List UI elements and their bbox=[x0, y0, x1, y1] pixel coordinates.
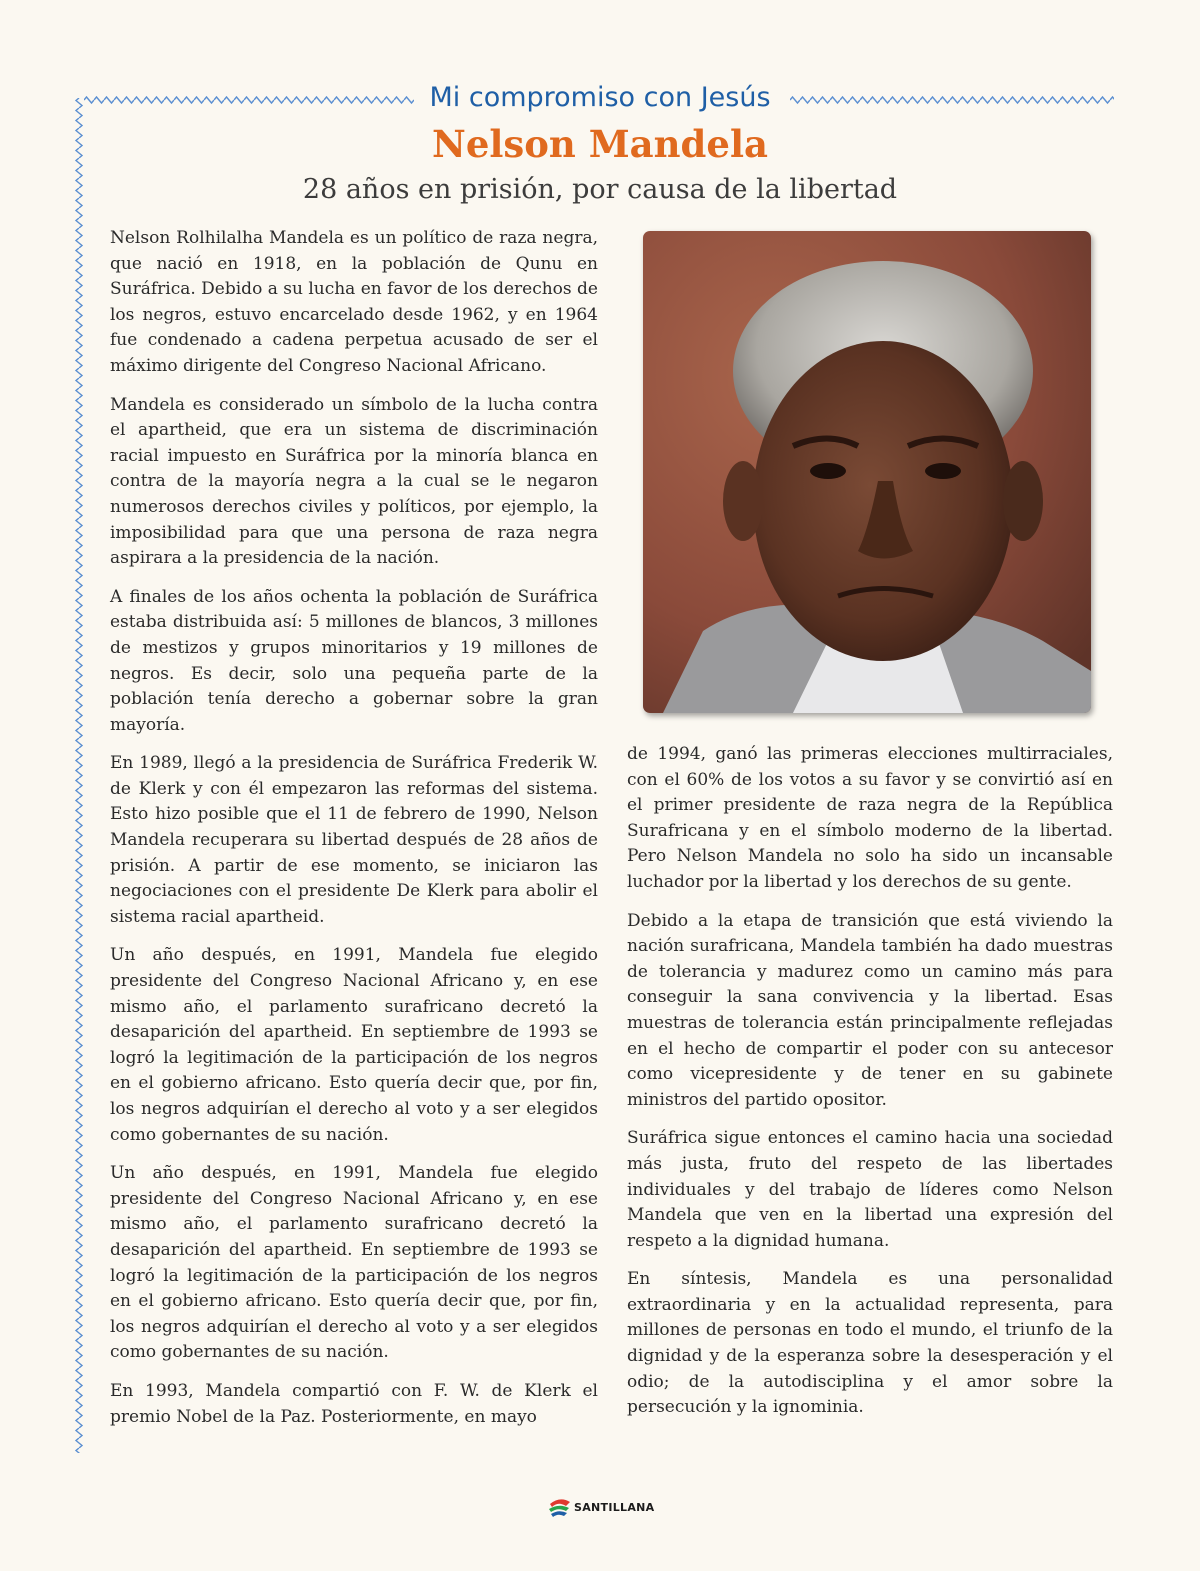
page-title: Nelson Mandela bbox=[432, 122, 768, 166]
page-subtitle: 28 años en prisión, por causa de la libertad bbox=[302, 174, 898, 205]
paragraph: En 1993, Mandela compartió con F. W. de Klerk el premio Nobel de la Paz. Posteriormente, en mayo bbox=[110, 1380, 598, 1427]
paragraph: En 1989, llegó a la presidencia de Suráfrica Frederik W. de Klerk y con él empezaron las reformas del sistema. Esto hizo posible que el 11 de febrero de 1990, Nelson Mandela recuperara su libertad después de 28 años de prisión. A partir de ese momento, se iniciaron las negociaciones con el presidente De Klerk para abolir el sistema racial apartheid. bbox=[110, 753, 598, 927]
portrait-photo bbox=[643, 231, 1091, 713]
paragraph: Mandela es considerado un símbolo de la lucha contra el apartheid, que era un sistema de discriminación racial impuesto en Suráfrica por la minoría blanca en contra de la mayoría negra a la cual se le negaron numerosos derechos civiles y políticos, por ejemplo, la imposibilidad para que una persona de raza negra aspirara a la presidencia de la nación. bbox=[110, 394, 598, 569]
paragraph: Suráfrica sigue entonces el camino hacia una sociedad más justa, fruto del respeto de las libertades individuales y del trabajo de líderes como Nelson Mandela que ven en la libertad una expresión del respeto a la dignidad humana. bbox=[627, 1128, 1113, 1251]
paragraph: Un año después, en 1991, Mandela fue elegido presidente del Congreso Nacional Africano y, en ese mismo año, el parlamento surafricano decretó la desaparición del apartheid. En septiembre de 1993 se logró la legitimación de la participación de los negros en el gobierno africano. Esto quería decir que, por fin, los negros adquirían el derecho al voto y a ser elegidos como gobernantes de su nación. bbox=[110, 1163, 598, 1363]
santillana-logo bbox=[548, 1496, 655, 1518]
article-right-column bbox=[627, 742, 1113, 1434]
paragraph: de 1994, ganó las primeras elecciones multirraciales, con el 60% de los votos a su favor y se convirtió así en el primer presidente de raza negra de la República Surafricana y en el símbolo moderno de la libertad. Pero Nelson Mandela no solo ha sido un incansable luchador por la libertad y los derechos de su gente. bbox=[627, 744, 1113, 892]
article-left-column bbox=[110, 226, 598, 1443]
paragraph: Un año después, en 1991, Mandela fue elegido presidente del Congreso Nacional Africano y, en ese mismo año, el parlamento surafricano decretó la desaparición del apartheid. En septiembre de 1993 se logró la legitimación de la participación de los negros en el gobierno africano. Esto quería decir que, por fin, los negros adquirían el derecho al voto y a ser elegidos como gobernantes de su nación. bbox=[110, 945, 598, 1145]
decorative-border-left bbox=[74, 98, 84, 1453]
paragraph: Debido a la etapa de transición que está viviendo la nación surafricana, Mandela también ha dado muestras de tolerancia y madurez como un camino más para conseguir la sana convivencia y la libertad. Esas muestras de tolerancia están principalmente reflejadas en el hecho de compartir el poder con su antecesor como vicepresidente y de tener en su gabinete ministros del partido opositor. bbox=[627, 910, 1113, 1110]
paragraph: A finales de los años ochenta la población de Suráfrica estaba distribuida así: 5 millones de blancos, 3 millones de mestizos y grupos minoritarios y 19 millones de negros. Es decir, solo una pequeña parte de la población tenía derecho a gobernar sobre la gran mayoría. bbox=[110, 586, 598, 735]
santillana-logo-icon bbox=[548, 1496, 572, 1518]
logo-text: SANTILLANA bbox=[574, 1500, 655, 1514]
paragraph: En síntesis, Mandela es una personalidad extraordinaria y en la actualidad representa, para millones de personas en todo el mundo, el triunfo de la dignidad y de la esperanza sobre la desesperación y el odio; de la autodisciplina y el amor sobre la persecución y la ignominia. bbox=[627, 1269, 1113, 1418]
paragraph: Nelson Rolhilalha Mandela es un político de raza negra, que nació en 1918, en la población de Qunu en Suráfrica. Debido a su lucha en favor de los derechos de los negros, estuvo encarcelado desde 1962, y en 1964 fue condenado a cadena perpetua acusado de ser el máximo dirigente del Congreso Nacional Africano. bbox=[110, 228, 598, 376]
series-title: Mi compromiso con Jesús bbox=[429, 82, 771, 113]
